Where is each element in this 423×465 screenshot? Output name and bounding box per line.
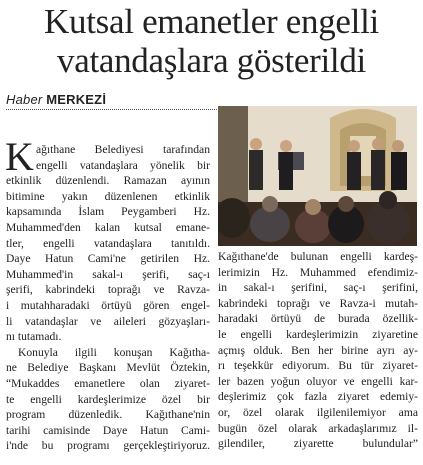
drop-cap: K [5, 134, 34, 179]
article-line: ler bazen yoğun oluyor ve engelli kar- [218, 374, 418, 388]
article-line: şerifi, kabrindeki toprağı ve Ravza- [6, 283, 210, 297]
article-line: tler, engelli vatandaşlara tanıtıldı. [6, 236, 210, 250]
article-line: bugün özel olarak arkadaşlarımız il- [218, 421, 418, 435]
news-photo [218, 106, 417, 246]
article-line: rı teşekkür ediyorum. Bu tür ziyaret- [218, 359, 418, 373]
article-line: Kağıthane'de bulunan engelli kardeş- [218, 250, 418, 263]
news-photo-illustration [218, 106, 417, 246]
article-line: açmış olduk. Ben her birine ayrı ay- [218, 343, 418, 357]
article-line: ağıthane Belediyesi tarafından [36, 143, 210, 156]
article-line: kapsamında İslam Peygamberi Hz. [6, 205, 210, 219]
article-line: nı tutamadı. [6, 330, 62, 344]
article-column-right [218, 249, 418, 452]
article-line: ne Belediye Başkanı Mevlüt Öztekin, [6, 361, 210, 375]
headline-line-1: Kutsal emanetler engelli [44, 2, 379, 41]
article-line: etkinlik düzenlendi. Ramazan ayının [6, 174, 210, 188]
byline-prefix: Haber [6, 92, 47, 107]
article-line: engelli vatandaşlara yönelik bir [36, 158, 210, 172]
article-line: tarihi camisinde Daye Hatun Cami- [6, 423, 210, 437]
headline-line-2: vatandaşlara gösterildi [57, 41, 366, 80]
headline [0, 2, 423, 80]
article-line: i'nde bu programı gerçekleştiriyoruz. [6, 439, 210, 453]
article-line: deşlerimiz çok fazla ziyaret edemiy- [218, 390, 418, 404]
article-line: haradaki örtüyü de burada özellik- [218, 312, 418, 326]
article-line: i mutahharadaki örtüyü gören engel- [6, 298, 210, 312]
article-line: gilendiler, ziyarette bulundular” [218, 437, 418, 451]
article-line: lerimizin Hz. Muhammed efendimiz- [218, 265, 418, 279]
article-line: kabrindeki toprağı ve Ravza-i mutah- [218, 296, 418, 310]
article-line: Muhammed'den kalan kutsal emane- [6, 220, 210, 234]
article-column-left [5, 134, 210, 454]
article-line: program düzenledik. Kağıthane'nin [6, 408, 210, 422]
article-line: Muhammed'in sakal-ı şerifi, saç-ı [6, 267, 210, 281]
article-line: in sakal-ı şerifini, saç-ı şerifini, [218, 281, 418, 295]
article-line: or, özel olarak ilgilenilemiyor ama [218, 405, 418, 419]
article-line: Daye Hatun Cami'ne getirilen Hz. [6, 252, 210, 266]
article-line: bitimine yakın düzenlenen etkinlik [6, 189, 210, 203]
article-line: li vatandaşlar ve aileleri gözyaşları- [6, 314, 210, 328]
article-line: “Mukaddes emanetlere olan ziyaret- [6, 376, 210, 390]
article-line: te engelli kardeşlerimize özel bir [6, 392, 210, 406]
article-line: Konuyla ilgili konuşan Kağıtha- [18, 345, 210, 359]
article-line: le engelli kardeşlerimizin ziyaretine [218, 327, 418, 341]
byline [6, 92, 106, 107]
byline-source: MERKEZİ [46, 92, 107, 107]
